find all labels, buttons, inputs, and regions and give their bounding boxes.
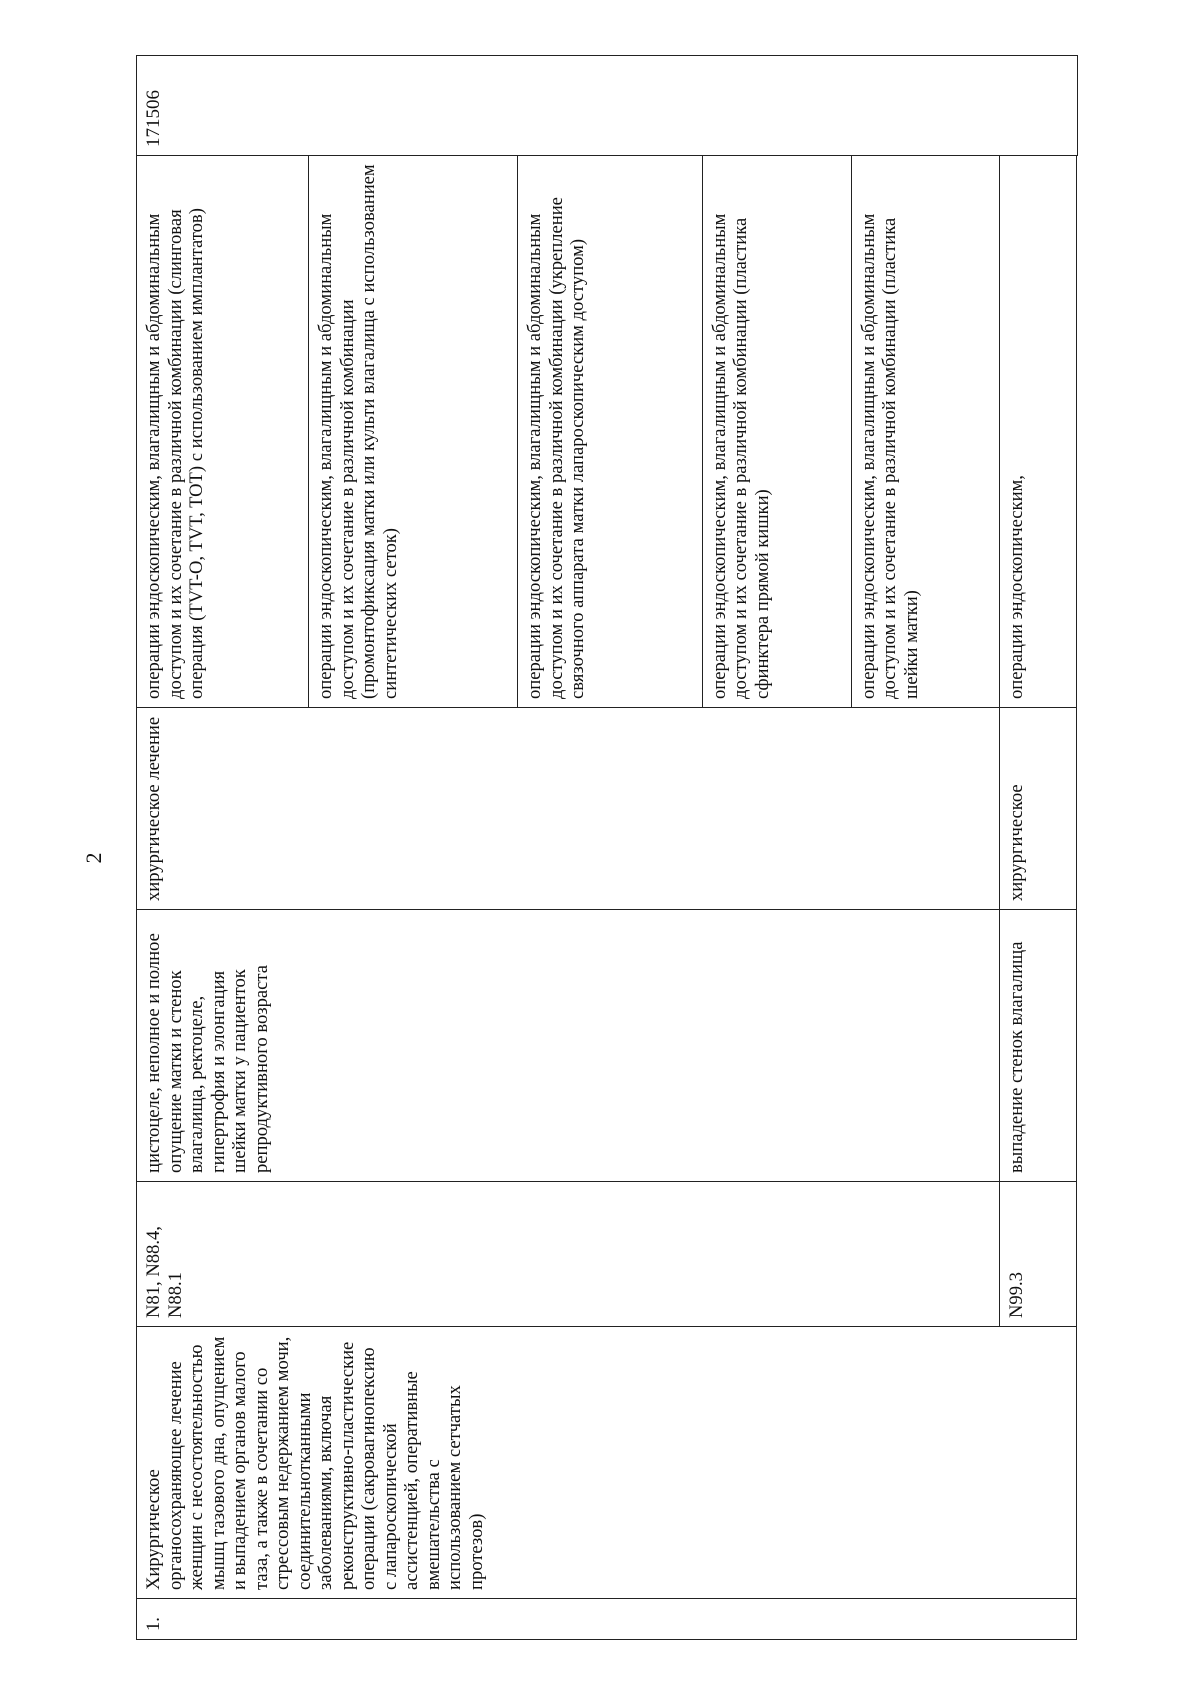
patient-model: выпадение стенок влагалища (1000, 910, 1077, 1182)
registration-number: 171506 (143, 90, 164, 147)
spacer-cell (1077, 156, 1078, 708)
treatment-method: операции эндоскопическим, (1000, 156, 1077, 708)
patient-model: цистоцеле, неполное и полное опущение матки и стенок влагалища, ректоцеле, гипертрофия и элонгация шейки матки у пациенток репродуктивного возраста (137, 910, 1000, 1182)
table-row (137, 56, 309, 1640)
treatment-method: операции эндоскопическим, влагалищным и абдоминальным доступом и их сочетание в различной комбинации (слинговая операция (TVT-O, TVT, TOT) с использованием имплантатов) (137, 156, 309, 708)
diagnosis-code: N81, N88.4, N88.1 (137, 1182, 1000, 1327)
page-number: 2 (81, 852, 106, 864)
row-number: 1. (137, 1599, 1077, 1640)
treatment-type: хирургическое (1000, 708, 1077, 910)
treatment-method: операции эндоскопическим, влагалищным и абдоминальным доступом и их сочетание в различной комбинации (пластика шейки матки) (851, 156, 1000, 708)
registration-number-cell (137, 56, 1078, 156)
spacer-cell (1077, 708, 1078, 910)
spacer-cell (1077, 1182, 1078, 1327)
treatment-type: хирургическое лечение (137, 708, 1000, 910)
rotated-table-container (136, 55, 1078, 1640)
treatment-method: операции эндоскопическим, влагалищным и абдоминальным доступом и их сочетание в различной комбинации (укрепление связочного аппарата матки лапароскопическим доступом) (518, 156, 703, 708)
care-profile-name: Хирургическое органосохраняющее лечение женщин с несостоятельностью мышц тазового дна, опущением и выпадением органов малого таза, а также в сочетании со стрессовым недержанием мочи, соединительнотканными заболеваниями, включая реконструктивно-пластические операции (сакровагинопексию с лапароскопической ассистенцией, оперативные вмешательства с использованием сетчатых протезов) (137, 1327, 1077, 1599)
spacer-cell (1077, 910, 1078, 1182)
treatment-method: операции эндоскопическим, влагалищным и абдоминальным доступом и их сочетание в различной комбинации (промонтофиксация матки или культи влагалища с использованием синтетических сеток) (309, 156, 518, 708)
diagnosis-code: N99.3 (1000, 1182, 1077, 1327)
table-row (1077, 56, 1078, 1640)
procedures-table (136, 55, 1078, 1640)
spacer-cell (1077, 1327, 1078, 1599)
spacer-cell (1077, 1599, 1078, 1640)
treatment-method: операции эндоскопическим, влагалищным и абдоминальным доступом и их сочетание в различной комбинации (пластика сфинктера прямой кишки) (702, 156, 851, 708)
